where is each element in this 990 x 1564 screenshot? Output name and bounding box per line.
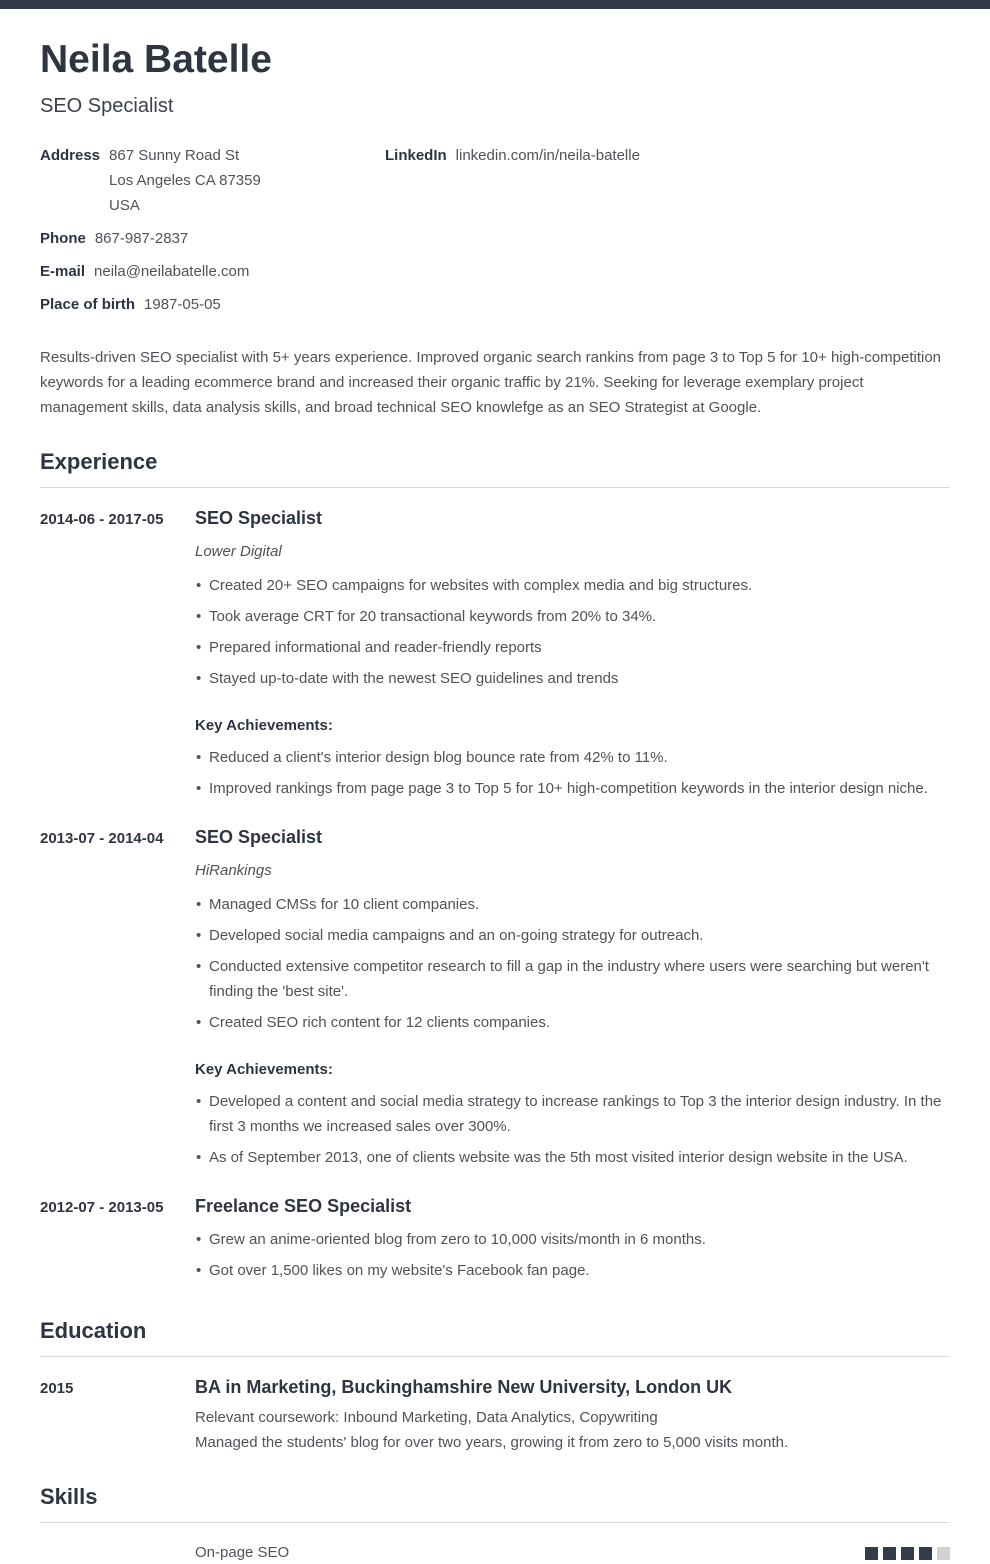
email-value: neila@neilabatelle.com — [94, 263, 250, 280]
bullet-item: • Reduced a client's interior design blog bounce rate from 42% to 11%. — [195, 745, 950, 770]
bullet-item: • Conducted extensive competitor research to fill a gap in the industry where users were searching but weren't finding the 'best site'. — [195, 954, 950, 1004]
skills-heading: Skills — [40, 1484, 950, 1523]
entry-bullet-list — [195, 1227, 950, 1283]
contact-row-address — [40, 143, 385, 218]
key-achievements-list — [195, 745, 950, 801]
entry-dates: 2012-07 - 2013-05 — [40, 1199, 164, 1216]
skill-row — [195, 1542, 950, 1564]
education-heading: Education — [40, 1318, 950, 1357]
entry-body — [195, 507, 950, 807]
education-detail-line: Relevant coursework: Inbound Marketing, Data Analytics, Copywriting — [195, 1409, 658, 1426]
address-label: Address — [40, 147, 101, 164]
contact-column-right — [385, 143, 950, 325]
contact-row-linkedin — [385, 143, 950, 168]
contact-column-left — [40, 143, 385, 325]
key-achievements-label: Key Achievements: — [195, 1061, 333, 1078]
entry-dates: 2014-06 - 2017-05 — [40, 511, 164, 528]
candidate-job-title: SEO Specialist — [40, 95, 174, 117]
education-entry — [40, 1376, 950, 1455]
entry-company: Lower Digital — [195, 543, 282, 560]
bullet-item: • Developed social media campaigns and an on-going strategy for outreach. — [195, 923, 950, 948]
entry-bullet-list — [195, 892, 950, 1035]
skill-name: On-page SEO — [195, 1544, 290, 1561]
bullet-item: • Improved rankings from page page 3 to Top 5 for 10+ high-competition keywords in the interior design niche. — [195, 776, 950, 801]
bullet-item: • Took average CRT for 20 transactional keywords from 20% to 34%. — [195, 604, 950, 629]
entry-job-title: SEO Specialist — [195, 827, 323, 847]
bullet-item: • Created 20+ SEO campaigns for websites with complex media and big structures. — [195, 573, 950, 598]
address-line-1: 867 Sunny Road St — [109, 147, 240, 164]
key-achievements-label: Key Achievements: — [195, 717, 333, 734]
bullet-item: • Got over 1,500 likes on my website's Facebook fan page. — [195, 1258, 950, 1283]
professional-summary: Results-driven SEO specialist with 5+ years experience. Improved organic search rankins from page 3 to Top 5 for 10+ high-competition keywords for a leading ecommerce brand and increased their organic traffic by 21%. Seeking for leverage exemplary project management skills, data analysis skills, and broad technical SEO knowlefge as an SEO Strategist at Google. — [40, 349, 942, 416]
entry-dates: 2015 — [40, 1380, 74, 1397]
address-line-3: USA — [109, 197, 140, 214]
entry-company: HiRankings — [195, 862, 272, 879]
contact-section — [40, 143, 950, 325]
skill-square-filled — [883, 1547, 896, 1560]
bullet-item: • Grew an anime-oriented blog from zero to 10,000 visits/month in 6 months. — [195, 1227, 950, 1252]
contact-row-email — [40, 259, 385, 284]
resume-page — [0, 38, 990, 1564]
place-of-birth-label: Place of birth — [40, 296, 136, 313]
experience-entry — [40, 507, 950, 807]
linkedin-value: linkedin.com/in/neila-batelle — [455, 147, 640, 164]
skill-square-empty — [937, 1547, 950, 1560]
key-achievements-list — [195, 1089, 950, 1170]
address-line-2: Los Angeles CA 87359 — [109, 172, 261, 189]
skill-square-filled — [919, 1547, 932, 1560]
bullet-item: • Managed CMSs for 10 client companies. — [195, 892, 950, 917]
place-of-birth-value: 1987-05-05 — [144, 296, 221, 313]
candidate-name: Neila Batelle — [40, 38, 272, 81]
entry-bullet-list — [195, 573, 950, 691]
entry-job-title: Freelance SEO Specialist — [195, 1196, 412, 1216]
bullet-item: • Developed a content and social media strategy to increase rankings to Top 3 the interior design industry. In the first 3 months we increased sales over 300%. — [195, 1089, 950, 1139]
bullet-item: • Prepared informational and reader-friendly reports — [195, 635, 950, 660]
education-detail-line: Managed the students' blog for over two years, growing it from zero to 5,000 visits month. — [195, 1434, 789, 1451]
top-accent-bar — [0, 0, 990, 9]
entry-body — [195, 1195, 950, 1289]
contact-row-phone — [40, 226, 385, 251]
phone-label: Phone — [40, 230, 86, 247]
entry-body — [195, 826, 950, 1176]
experience-entry — [40, 826, 950, 1176]
bullet-item: • Created SEO rich content for 12 clients companies. — [195, 1010, 950, 1035]
entry-job-title: SEO Specialist — [195, 508, 323, 528]
experience-entry — [40, 1195, 950, 1289]
education-degree-title: BA in Marketing, Buckinghamshire New University, London UK — [195, 1377, 733, 1397]
address-value — [109, 143, 261, 218]
linkedin-label: LinkedIn — [385, 147, 447, 164]
entry-dates: 2013-07 - 2014-04 — [40, 830, 164, 847]
skill-square-filled — [901, 1547, 914, 1560]
contact-row-birth — [40, 292, 385, 317]
entry-body — [195, 1376, 950, 1455]
experience-heading: Experience — [40, 449, 950, 488]
email-label: E-mail — [40, 263, 86, 280]
phone-value: 867-987-2837 — [94, 230, 189, 247]
bullet-item: • Stayed up-to-date with the newest SEO guidelines and trends — [195, 666, 950, 691]
skill-square-filled — [865, 1547, 878, 1560]
bullet-item: • As of September 2013, one of clients website was the 5th most visited interior design website in the USA. — [195, 1145, 950, 1170]
skill-level-indicator — [865, 1547, 950, 1560]
